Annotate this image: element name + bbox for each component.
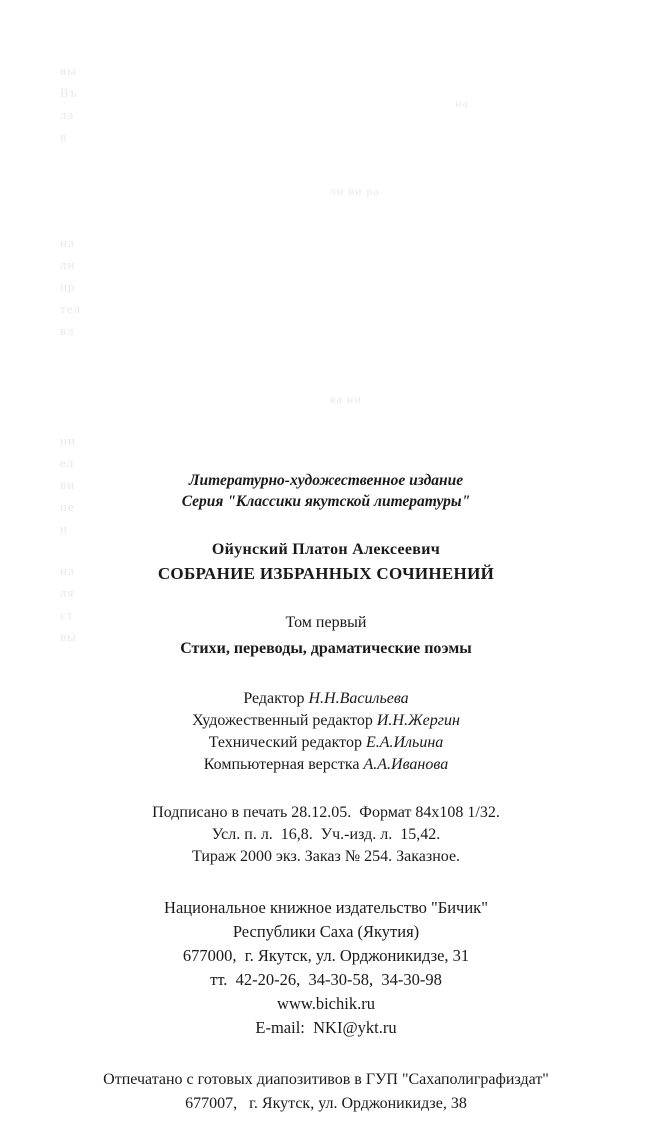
credit-role: Технический редактор	[208, 734, 366, 751]
edition-type-line: Литературно-художественное издание	[188, 472, 464, 489]
publisher-website[interactable]: www.bichik.ru	[277, 994, 375, 1013]
imprint-line: Тираж 2000 экз. Заказ № 254. Заказное.	[191, 848, 461, 865]
publisher-phones: тт. 42-20-26, 34-30-58, 34-30-98	[210, 970, 442, 989]
credit-role: Художественный редактор	[192, 712, 377, 729]
ghost-showthrough-mark: ли ви ра	[330, 184, 380, 198]
work-title: СОБРАНИЕ ИЗБРАННЫХ СОЧИНЕНИЙ	[157, 564, 495, 583]
ghost-showthrough-mark: на	[455, 96, 469, 110]
credit-name: И.Н.Жергин	[376, 712, 460, 729]
series-block	[0, 470, 652, 512]
printing-house-block	[0, 1068, 652, 1116]
ghost-showthrough-mark: на ли пр тел вл	[60, 235, 81, 338]
credit-name: А.А.Иванова	[363, 756, 449, 773]
ghost-showthrough-mark: на ля ст вы	[60, 563, 77, 644]
credit-row	[0, 732, 652, 754]
colophon	[0, 470, 652, 1136]
printing-house-line: Отпечатано с готовых диапозитивов в ГУП "Сахаполиграфиздат"	[103, 1071, 549, 1088]
imprint-block	[0, 802, 652, 868]
imprint-line: Подписано в печать 28.12.05. Формат 84х108 1/32.	[152, 804, 500, 821]
printing-house-address: 677007, г. Якутск, ул. Орджоникидзе, 38	[185, 1095, 467, 1112]
publisher-name: Национальное книжное издательство "Бичик"	[164, 898, 488, 917]
credit-name: Е.А.Ильина	[365, 734, 444, 751]
credit-role: Редактор	[243, 690, 309, 707]
series-name-line: Серия "Классики якутской литературы"	[181, 493, 471, 510]
publisher-address: 677000, г. Якутск, ул. Орджоникидзе, 31	[182, 946, 470, 965]
ghost-showthrough-mark: вы Въ ла в	[60, 63, 78, 144]
publisher-region: Республики Саха (Якутия)	[232, 922, 420, 941]
credits-block	[0, 688, 652, 776]
publisher-email[interactable]: E-mail: NKI@ykt.ru	[255, 1018, 397, 1037]
ghost-showthrough-mark: ва ни	[330, 392, 362, 406]
volume-block	[0, 610, 652, 662]
imprint-line: Усл. п. л. 16,8. Уч.-изд. л. 15,42.	[211, 826, 441, 843]
volume-subtitle: Стихи, переводы, драматические поэмы	[180, 640, 472, 657]
author-name: Ойунский Платон Алексеевич	[211, 541, 441, 558]
publisher-block	[0, 896, 652, 1040]
credit-role: Компьютерная верстка	[203, 756, 364, 773]
ghost-showthrough-mark: ни ел ви пе н	[60, 433, 76, 536]
credit-row	[0, 754, 652, 776]
credit-name: Н.Н.Васильева	[308, 690, 409, 707]
title-block	[0, 538, 652, 586]
credit-row	[0, 688, 652, 710]
volume-label: Том первый	[285, 614, 367, 631]
credit-row	[0, 710, 652, 732]
